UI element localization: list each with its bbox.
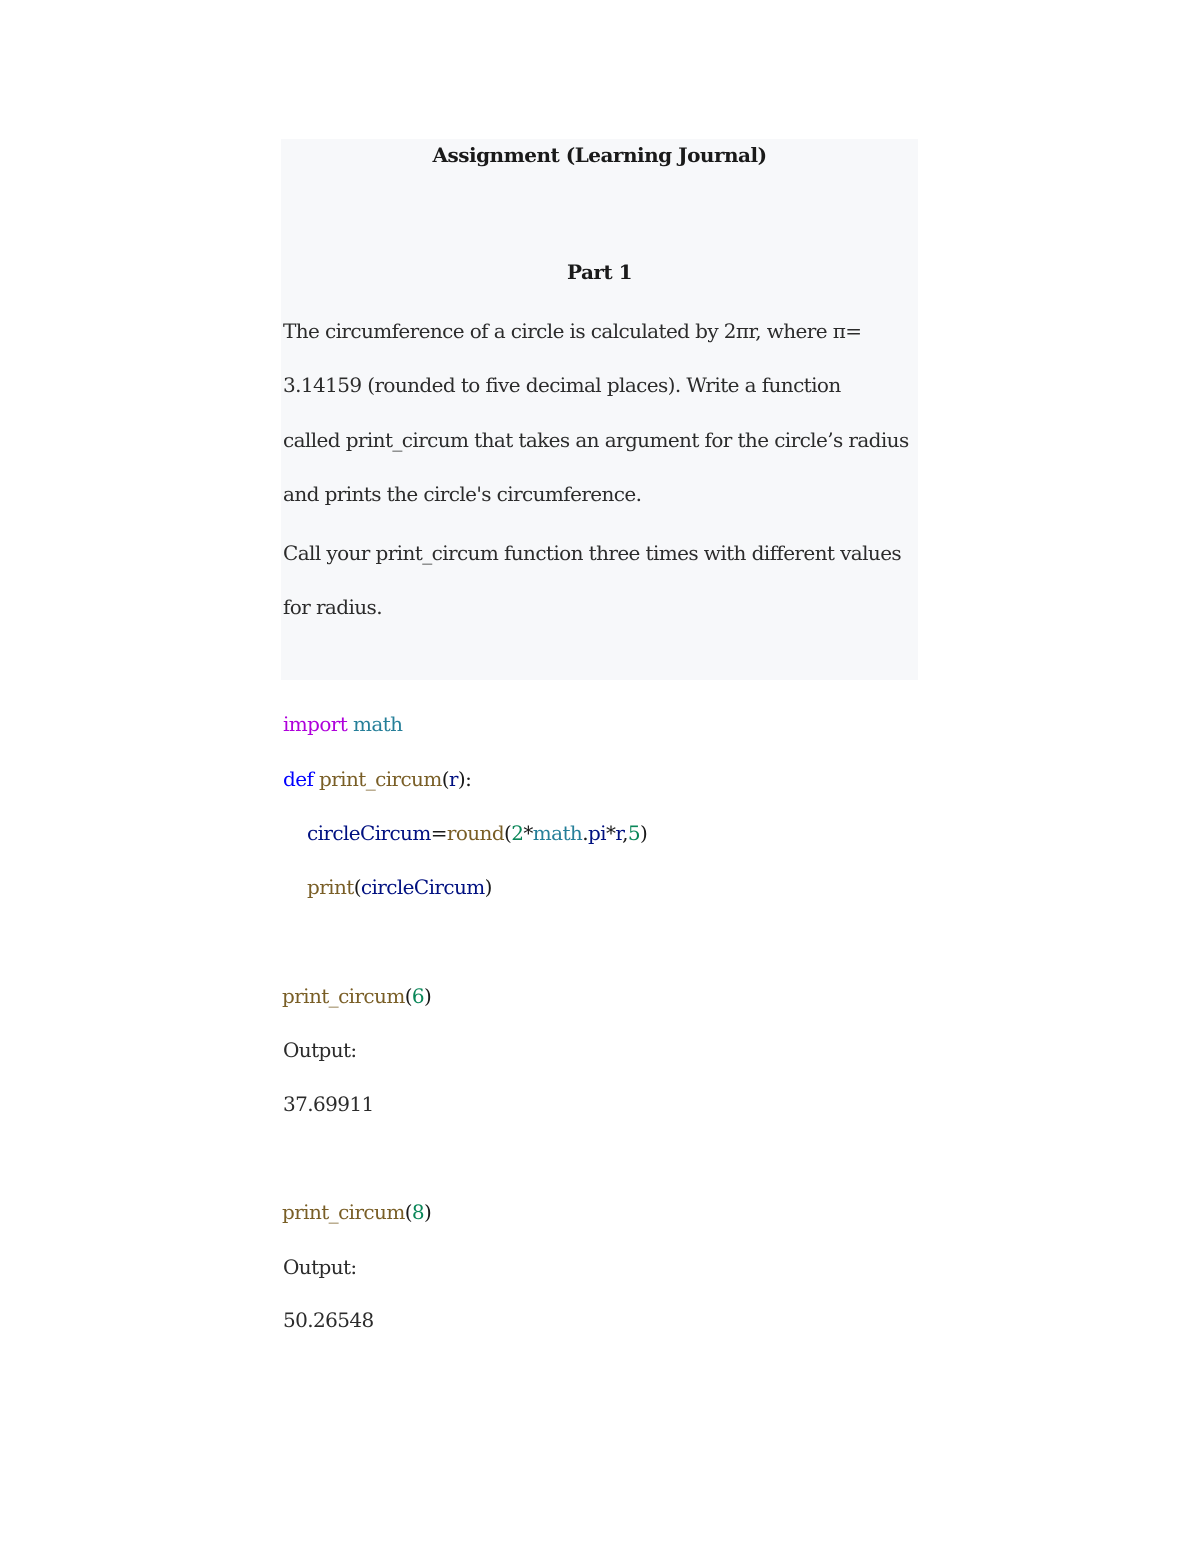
prompt-line: Call your print_circum function three times with different values: [283, 541, 902, 565]
dot-operator: .: [582, 821, 588, 845]
number-five: 5: [627, 821, 641, 845]
output-value: 50.26548: [283, 1308, 374, 1332]
code-assign-line: [307, 821, 647, 845]
number-two: 2: [511, 821, 524, 845]
output-value: 37.69911: [283, 1092, 374, 1116]
code-print-line: [307, 875, 492, 899]
def-keyword: def: [283, 767, 314, 791]
prompt-line: The circumference of a circle is calculated by 2πr, where π=: [283, 319, 862, 343]
multiply-operator: *: [605, 821, 616, 845]
assign-variable: circleCircum: [307, 821, 431, 845]
call-argument: 6: [411, 984, 425, 1008]
math-module: math: [532, 821, 583, 845]
def-close-paren: ):: [457, 767, 472, 791]
assignment-prompt-box: [281, 139, 918, 680]
call-function-name: print_circum: [282, 1200, 405, 1224]
call-open-paren: (: [404, 984, 412, 1008]
print-open-paren: (: [353, 875, 361, 899]
prompt-line: 3.14159 (rounded to five decimal places). Write a function: [283, 373, 841, 397]
prompt-line: for radius.: [283, 595, 382, 619]
print-close-paren: ): [484, 875, 492, 899]
pi-attribute: pi: [587, 821, 606, 845]
comma: ,: [622, 821, 628, 845]
assignment-title: Assignment (Learning Journal): [432, 143, 767, 167]
round-open-paren: (: [504, 821, 512, 845]
assign-operator: =: [430, 821, 447, 845]
part-heading: Part 1: [566, 260, 633, 284]
call-open-paren: (: [404, 1200, 412, 1224]
function-call-line: [282, 984, 431, 1008]
multiply-operator: *: [523, 821, 533, 845]
import-module: math: [352, 712, 403, 736]
function-name: print_circum: [319, 767, 442, 791]
radius-variable: r: [615, 821, 623, 845]
round-function: round: [446, 821, 505, 845]
round-close-paren: ): [640, 821, 648, 845]
prompt-line: called print_circum that takes an argument for the circle’s radius: [283, 428, 909, 452]
function-call-line: [282, 1200, 431, 1224]
code-import-line: [283, 712, 402, 736]
print-argument: circleCircum: [360, 875, 485, 899]
output-label: Output:: [283, 1255, 357, 1279]
code-def-line: [283, 767, 471, 791]
output-label: Output:: [283, 1038, 357, 1062]
call-function-name: print_circum: [282, 984, 405, 1008]
def-open-paren: (: [441, 767, 449, 791]
call-close-paren: ): [424, 984, 432, 1008]
import-keyword: import: [283, 712, 348, 736]
call-close-paren: ): [424, 1200, 432, 1224]
def-param: r: [448, 767, 458, 791]
print-function: print: [307, 875, 354, 899]
call-argument: 8: [411, 1200, 425, 1224]
prompt-line: and prints the circle's circumference.: [283, 482, 642, 506]
